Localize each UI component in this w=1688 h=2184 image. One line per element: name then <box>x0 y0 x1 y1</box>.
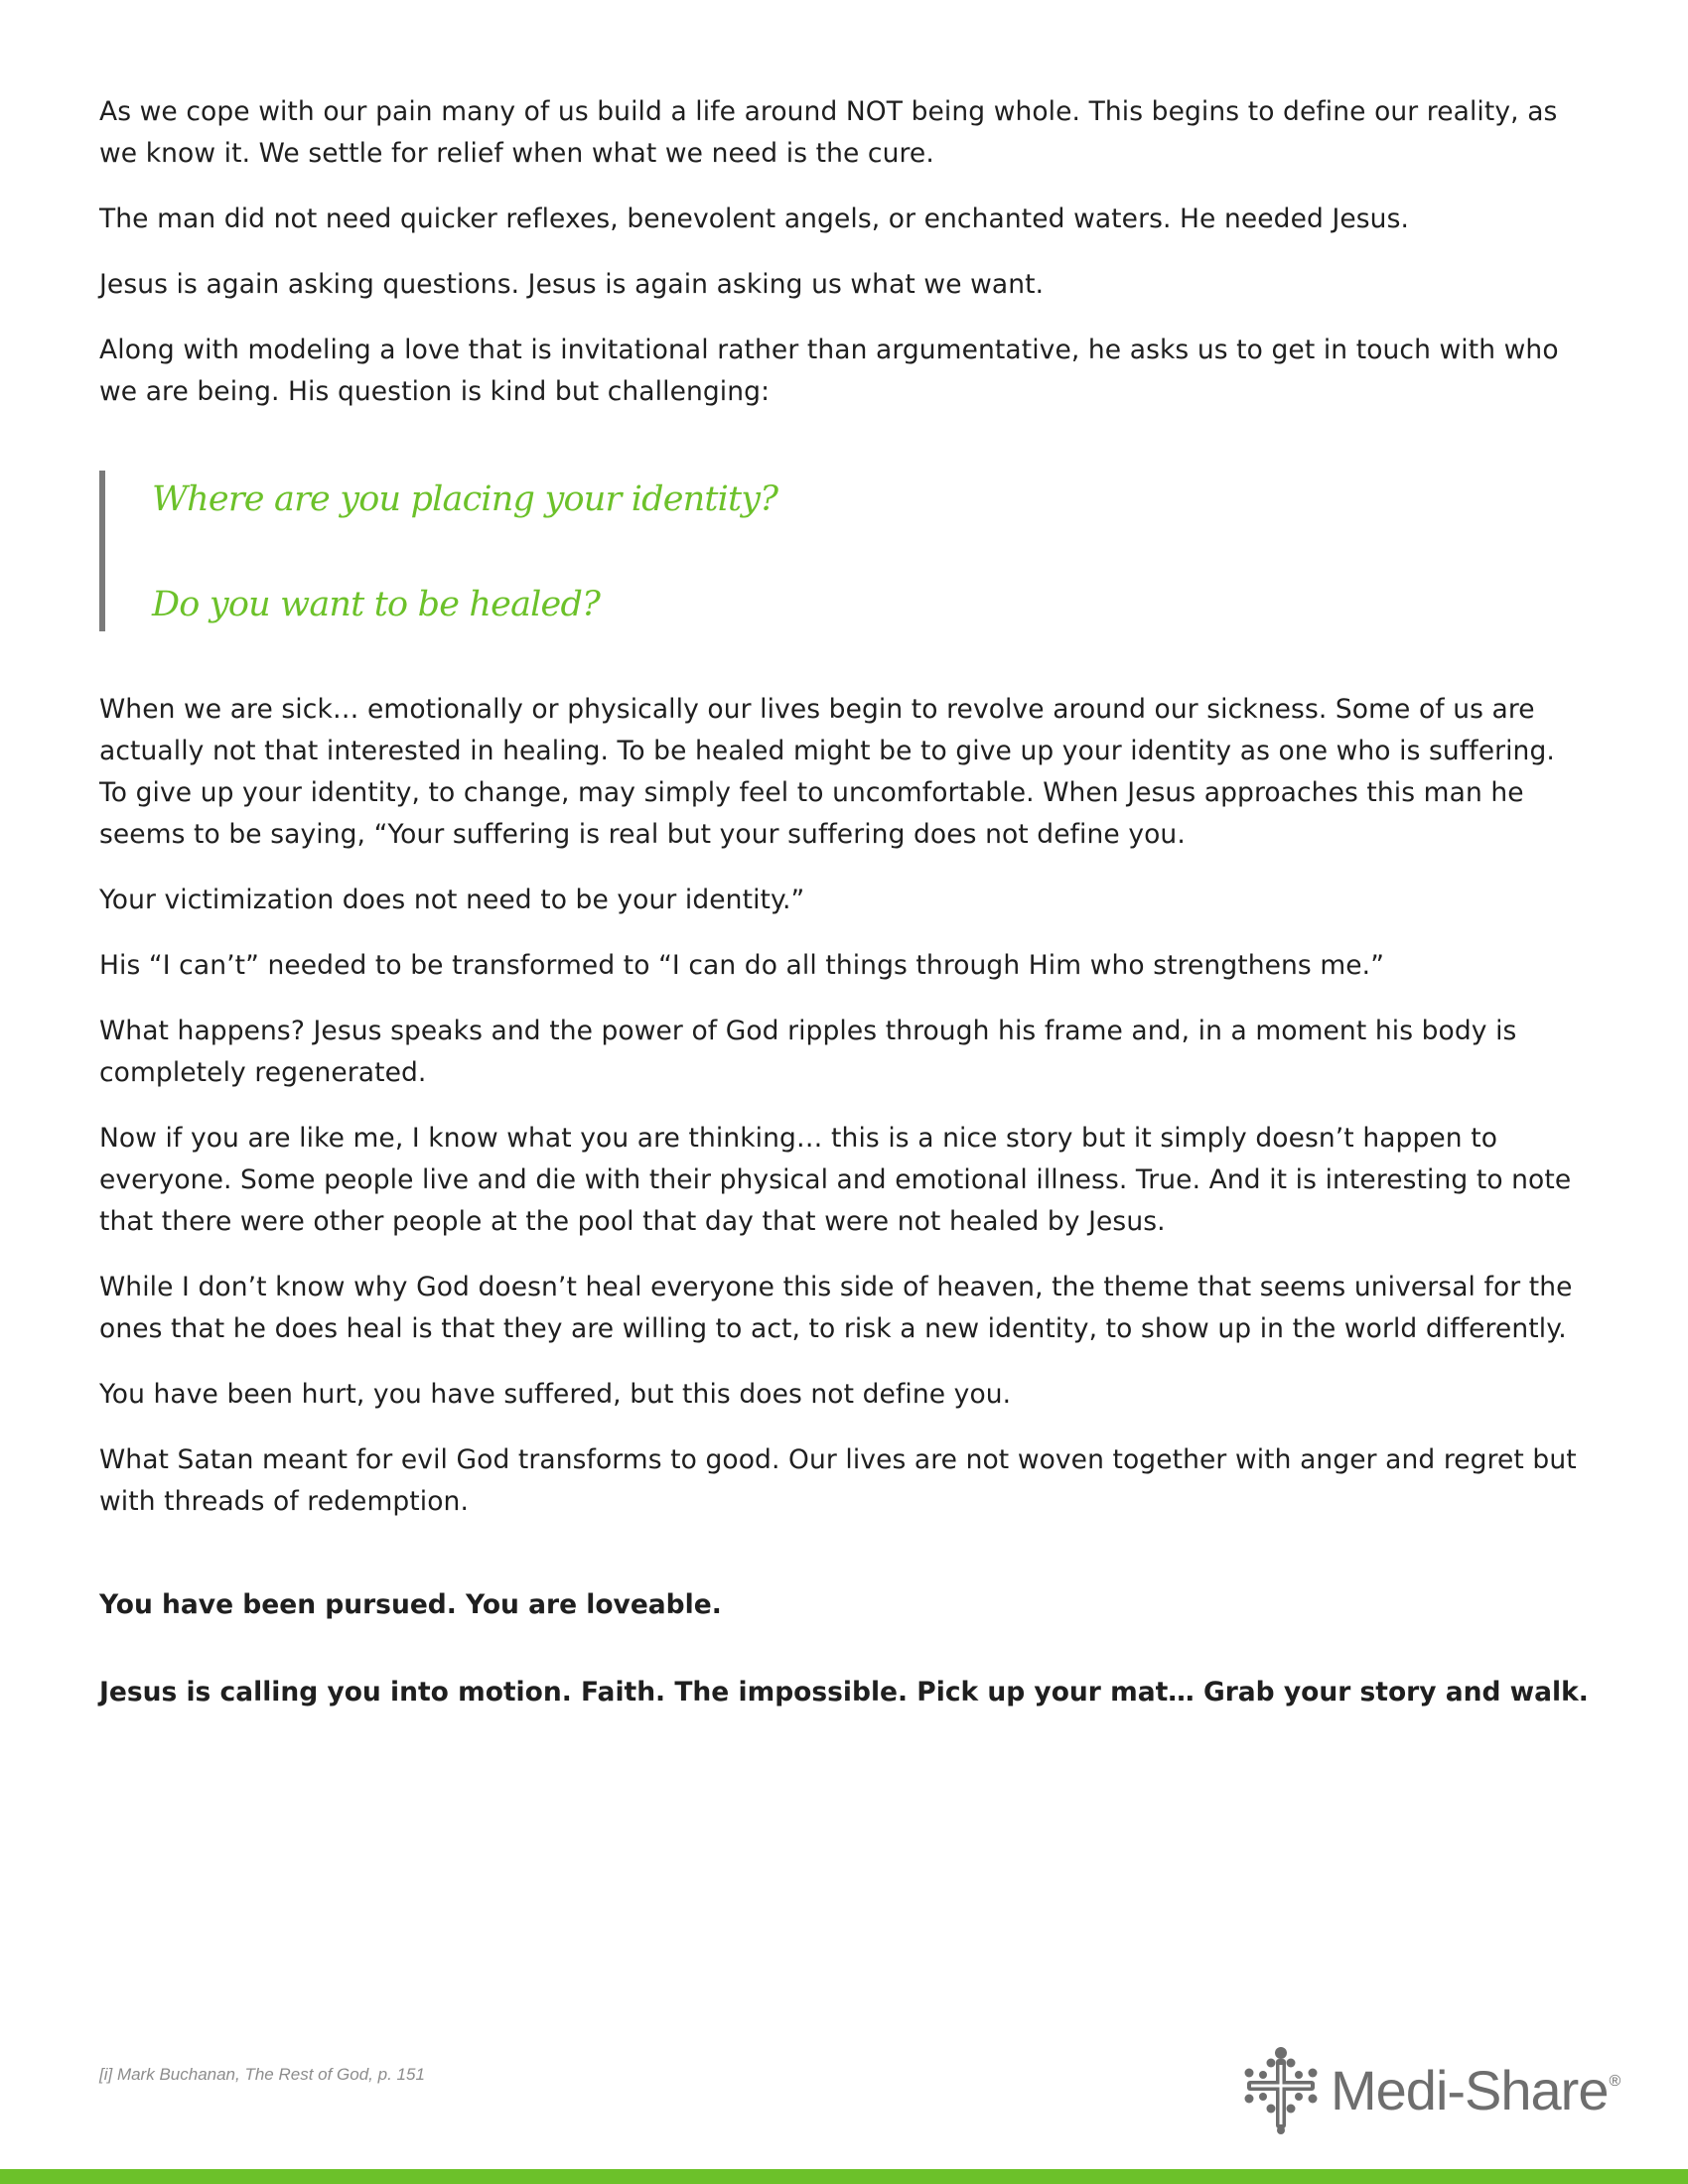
body-paragraph: Now if you are like me, I know what you are thinking… this is a nice story but it simply doesn’t happen to everyone. Some people live and die with their physical and emotional illness. True. And it is interesting to note that there were other people at the pool that day that were not healed by Jesus. <box>99 1123 1572 1237</box>
body-paragraph: Along with modeling a love that is invitational rather than argumentative, he asks us to get in touch with who we are being. His question is kind but challenging: <box>99 335 1559 407</box>
footer-accent-bar <box>0 2169 1688 2184</box>
body-paragraph: What happens? Jesus speaks and the power of God ripples through his frame and, in a moment his body is completely regenerated. <box>99 1016 1517 1088</box>
medi-share-logo <box>1241 2045 1620 2134</box>
body-paragraph: You have been hurt, you have suffered, but this does not define you. <box>99 1379 1012 1410</box>
body-paragraph: Jesus is again asking questions. Jesus is again asking us what we want. <box>99 269 1045 300</box>
body-paragraph: What Satan meant for evil God transforms to good. Our lives are not woven together with anger and regret but with threads of redemption. <box>99 1444 1577 1517</box>
body-paragraph: Your victimization does not need to be your identity.” <box>99 885 805 915</box>
pull-quote <box>99 471 1589 631</box>
body-paragraph: The man did not need quicker reflexes, benevolent angels, or enchanted waters. He needed Jesus. <box>99 204 1409 234</box>
pull-quote-line: Where are you placing your identity? <box>152 479 778 519</box>
logo-wordmark: Medi-Share <box>1331 2058 1609 2121</box>
emphasis-line: You have been pursued. You are loveable. <box>99 1589 722 1620</box>
registered-mark: ® <box>1609 2073 1621 2090</box>
body-paragraph: As we cope with our pain many of us build a life around NOT being whole. This begins to define our reality, as we know it. We settle for relief when what we need is the cure. <box>99 96 1558 169</box>
body-paragraph: His “I can’t” needed to be transformed to “I can do all things through Him who strengthens me.” <box>99 950 1385 981</box>
body-paragraph: When we are sick… emotionally or physically our lives begin to revolve around our sickness. Some of us are actually not that interested in healing. To be healed might be to give up your identity as one who is suffering. To give up your identity, to change, may simply feel to uncomfortable. When Jesus approaches this man he seems to be saying, “Your suffering is real but your suffering does not define you. <box>99 694 1555 850</box>
pull-quote-line: Do you want to be healed? <box>152 585 601 624</box>
footnote: [i] Mark Buchanan, The Rest of God, p. 151 <box>99 2065 425 2084</box>
article-body <box>99 91 1589 1713</box>
emphasis-line: Jesus is calling you into motion. Faith. The impossible. Pick up your mat… Grab your story and walk. <box>99 1677 1589 1707</box>
cross-emblem-icon <box>1241 2045 1321 2134</box>
body-paragraph: While I don’t know why God doesn’t heal everyone this side of heaven, the theme that seems universal for the ones that he does heal is that they are willing to act, to risk a new identity, to show up in the world differently. <box>99 1272 1573 1344</box>
